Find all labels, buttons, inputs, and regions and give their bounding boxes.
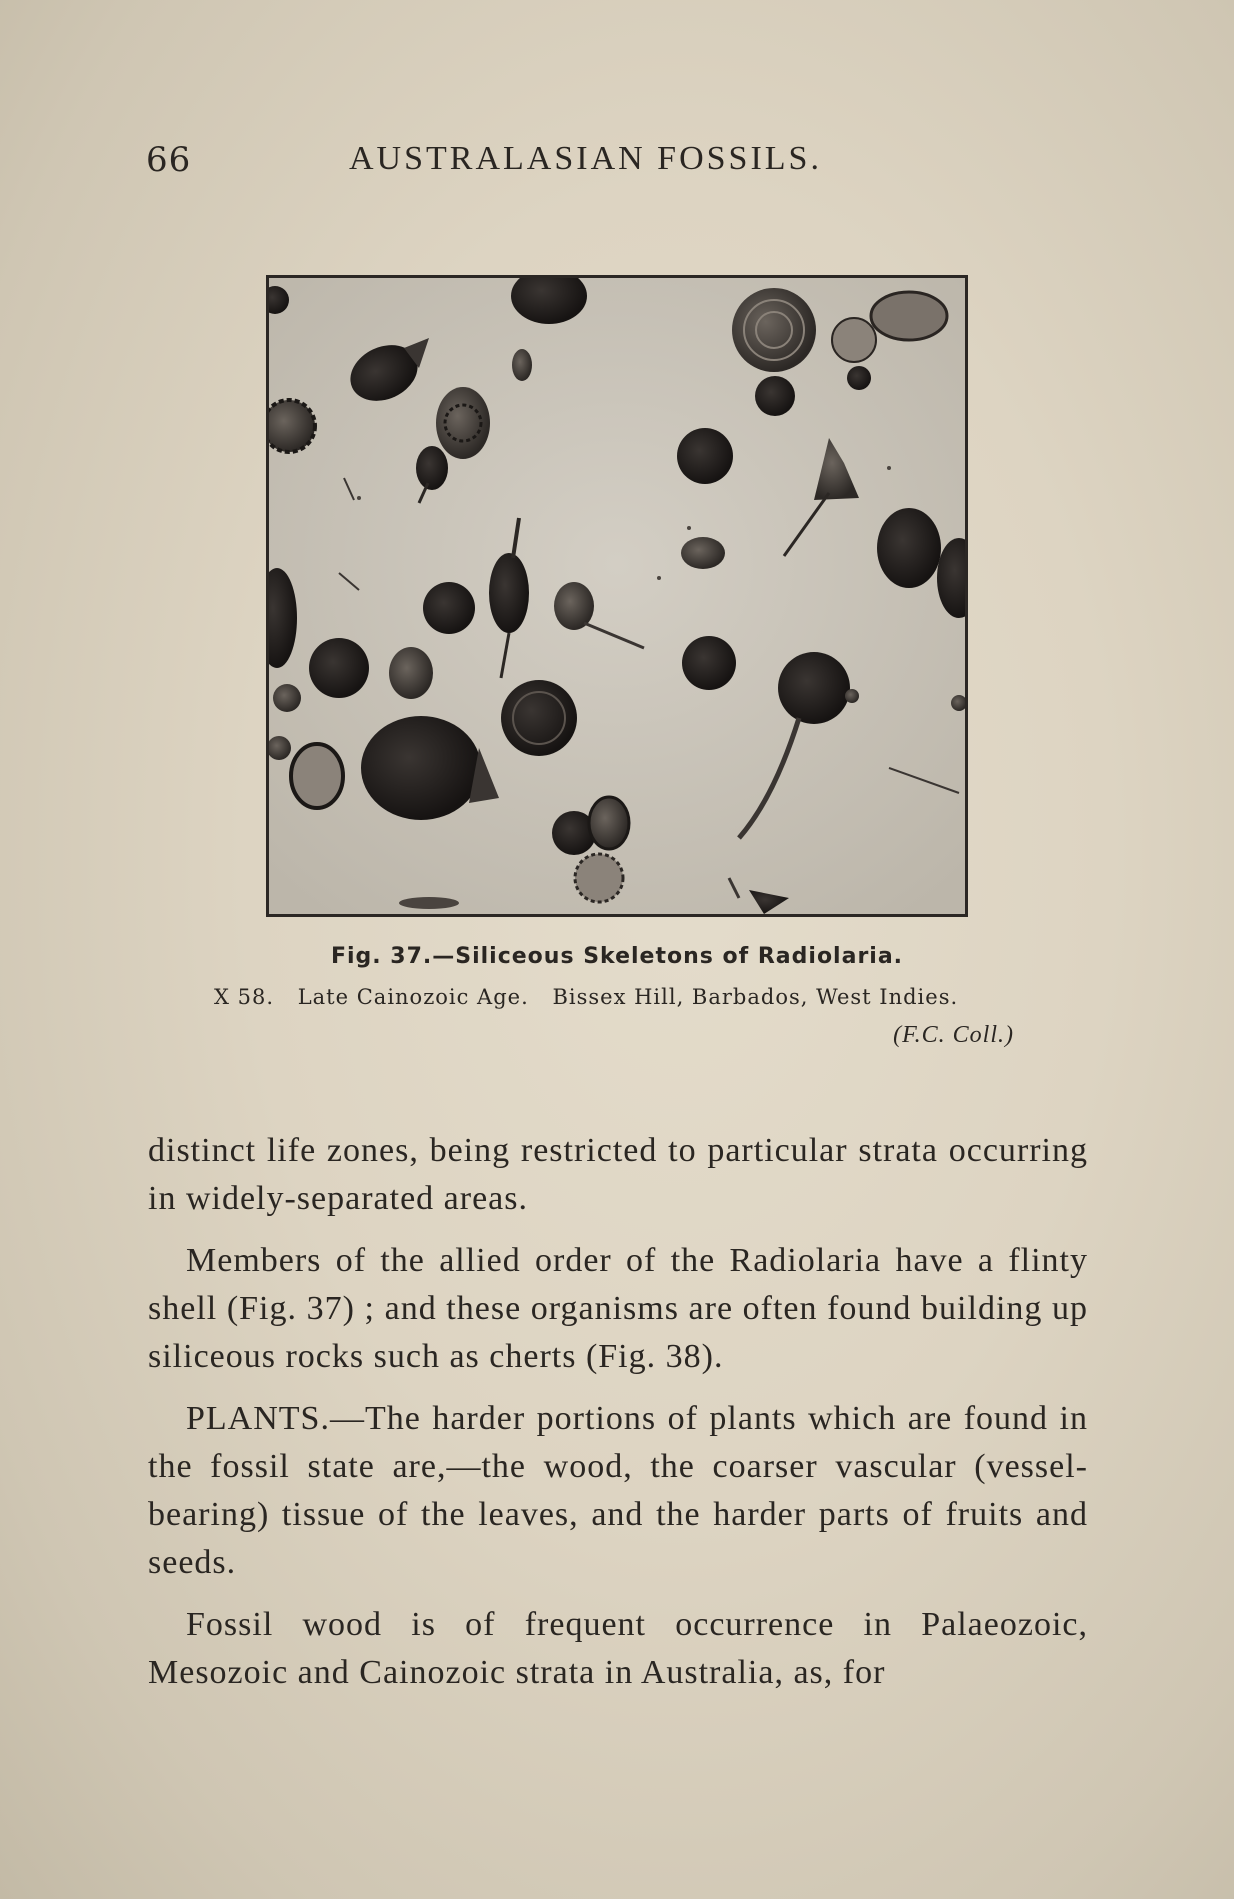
running-head: AUSTRALASIAN FOSSILS. <box>349 140 822 177</box>
geological-age: Late Cainozoic Age. <box>297 985 529 1009</box>
locality: Bissex Hill, Barbados, West Indies. <box>552 985 959 1009</box>
page-header <box>146 140 1086 190</box>
radiolaria-figure <box>266 275 968 917</box>
paragraph: distinct life zones, being restricted to particular strata occurring in widely-separated areas. <box>148 1132 1088 1217</box>
figure-caption-title: Fig. 37.—Siliceous Skeletons of Radiolaria. <box>330 944 904 969</box>
page-number: 66 <box>146 140 192 180</box>
magnification: X 58. <box>214 985 275 1009</box>
figure-credit: (F.C. Coll.) <box>893 1022 1014 1048</box>
figure-caption-details <box>214 985 1014 1009</box>
paragraph: PLANTS.—The harder portions of plants which are found in the fossil state are,—the wood, the coarser vascular (vessel-bearing) tissue of the leaves, and the harder parts of fruits and seeds. <box>148 1400 1088 1581</box>
body-text <box>148 1127 1088 1711</box>
radiolaria-micrograph <box>269 278 965 914</box>
paragraph: Fossil wood is of frequent occurrence in Palaeozoic, Mesozoic and Cainozoic strata in Australia, as, for <box>148 1606 1088 1691</box>
paragraph: Members of the allied order of the Radiolaria have a flinty shell (Fig. 37) ; and these organisms are often found building up siliceous rocks such as cherts (Fig. 38). <box>148 1242 1088 1375</box>
